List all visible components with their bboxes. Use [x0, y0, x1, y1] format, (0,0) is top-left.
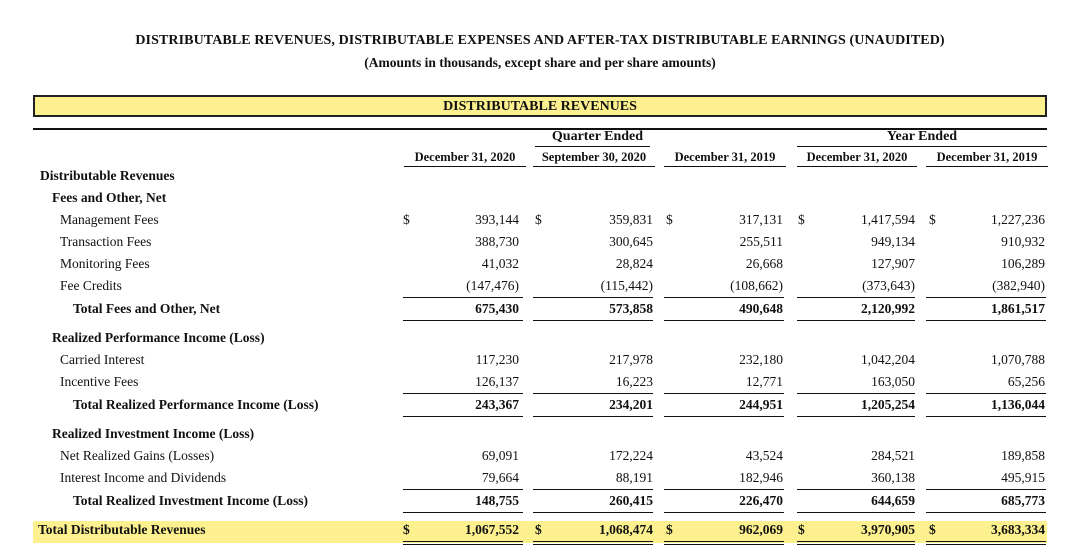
row-label: Realized Investment Income (Loss) [52, 426, 255, 441]
cell-value: 43,524 [745, 448, 783, 463]
value-underline [533, 416, 653, 417]
currency-sign: $ [403, 522, 410, 537]
value-underline [533, 320, 653, 321]
cell-value: 910,932 [1001, 234, 1045, 249]
section-banner: DISTRIBUTABLE REVENUES [33, 95, 1047, 117]
table-row [0, 234, 1080, 256]
table-row [0, 256, 1080, 278]
row-label: Fee Credits [60, 278, 122, 293]
column-header: December 31, 2019 [936, 150, 1038, 164]
cell-value: 2,120,992 [861, 301, 915, 316]
value-underline [926, 489, 1046, 490]
quarter-underline [535, 146, 650, 147]
value-underline [533, 512, 653, 513]
row-label: Interest Income and Dividends [60, 470, 227, 485]
table-row [0, 448, 1080, 470]
cell-value: 172,224 [609, 448, 653, 463]
cell-value: 26,668 [745, 256, 783, 271]
table-row [0, 212, 1080, 234]
row-label: Distributable Revenues [40, 168, 175, 183]
value-underline [403, 393, 523, 394]
cell-value: (147,476) [466, 278, 519, 293]
cell-value: 65,256 [1007, 374, 1045, 389]
value-underline [926, 320, 1046, 321]
cell-value: 1,070,788 [991, 352, 1045, 367]
cell-value: 962,069 [739, 522, 783, 537]
cell-value: 182,946 [739, 470, 783, 485]
cell-value: 106,289 [1001, 256, 1045, 271]
year-underline [797, 146, 1047, 147]
cell-value: 1,068,474 [599, 522, 653, 537]
cell-value: 3,683,334 [991, 522, 1045, 537]
value-underline [797, 544, 915, 545]
value-underline [797, 489, 915, 490]
cell-value: 41,032 [481, 256, 519, 271]
column-rule [926, 166, 1048, 167]
column-rule [404, 166, 526, 167]
cell-value: 79,664 [481, 470, 519, 485]
cell-value: 675,430 [475, 301, 519, 316]
value-underline [664, 541, 784, 542]
currency-sign: $ [666, 522, 673, 537]
cell-value: 243,367 [475, 397, 519, 412]
column-rule [533, 166, 655, 167]
value-underline [664, 512, 784, 513]
cell-value: 1,042,204 [861, 352, 915, 367]
cell-value: 1,417,594 [861, 212, 915, 227]
column-header: September 30, 2020 [541, 150, 647, 164]
cell-value: 1,136,044 [991, 397, 1045, 412]
row-label: Management Fees [60, 212, 159, 227]
value-underline [926, 544, 1046, 545]
cell-value: 388,730 [475, 234, 519, 249]
row-label: Total Realized Performance Income (Loss) [73, 397, 319, 412]
table-row [0, 168, 1080, 190]
cell-value: 644,659 [871, 493, 915, 508]
cell-value: (108,662) [730, 278, 783, 293]
cell-value: 244,951 [739, 397, 783, 412]
cell-value: 949,134 [871, 234, 915, 249]
currency-sign: $ [535, 212, 542, 227]
cell-value: 685,773 [1001, 493, 1045, 508]
cell-value: (382,940) [992, 278, 1045, 293]
value-underline [403, 544, 523, 545]
report-subtitle: (Amounts in thousands, except share and per share amounts) [364, 55, 716, 70]
column-header: December 31, 2020 [806, 150, 908, 164]
row-label: Total Distributable Revenues [38, 522, 206, 537]
quarter-ended-header: Quarter Ended [551, 129, 644, 144]
value-underline [797, 393, 915, 394]
cell-value: (115,442) [600, 278, 653, 293]
cell-value: 226,470 [739, 493, 783, 508]
value-underline [926, 541, 1046, 542]
value-underline [403, 297, 523, 298]
value-underline [926, 416, 1046, 417]
cell-value: 360,138 [871, 470, 915, 485]
value-underline [664, 416, 784, 417]
value-underline [797, 297, 915, 298]
value-underline [664, 489, 784, 490]
row-label: Monitoring Fees [60, 256, 150, 271]
currency-sign: $ [798, 212, 805, 227]
currency-sign: $ [929, 212, 936, 227]
cell-value: 573,858 [609, 301, 653, 316]
cell-value: 1,067,552 [465, 522, 519, 537]
cell-value: 28,824 [615, 256, 653, 271]
table-row [0, 330, 1080, 352]
cell-value: 217,978 [609, 352, 653, 367]
value-underline [403, 512, 523, 513]
cell-value: 490,648 [739, 301, 783, 316]
value-underline [797, 416, 915, 417]
column-rule [664, 166, 786, 167]
row-label: Transaction Fees [60, 234, 152, 249]
value-underline [664, 297, 784, 298]
value-underline [533, 541, 653, 542]
value-underline [664, 393, 784, 394]
column-header: December 31, 2020 [414, 150, 516, 164]
table-row [0, 426, 1080, 448]
cell-value: 88,191 [615, 470, 653, 485]
year-ended-header: Year Ended [886, 129, 958, 144]
value-underline [533, 297, 653, 298]
cell-value: 1,227,236 [991, 212, 1045, 227]
cell-value: 163,050 [871, 374, 915, 389]
cell-value: 300,645 [609, 234, 653, 249]
cell-value: 255,511 [739, 234, 783, 249]
report-title: DISTRIBUTABLE REVENUES, DISTRIBUTABLE EXPENSES AND AFTER-TAX DISTRIBUTABLE EARNINGS (UNAUDITED) [135, 33, 945, 48]
currency-sign: $ [666, 212, 673, 227]
cell-value: 69,091 [481, 448, 519, 463]
cell-value: 148,755 [475, 493, 519, 508]
currency-sign: $ [535, 522, 542, 537]
cell-value: 1,205,254 [861, 397, 915, 412]
row-label: Total Realized Investment Income (Loss) [73, 493, 308, 508]
cell-value: 117,230 [475, 352, 519, 367]
value-underline [533, 489, 653, 490]
column-header: December 31, 2019 [674, 150, 776, 164]
value-underline [403, 489, 523, 490]
value-underline [926, 512, 1046, 513]
value-underline [403, 320, 523, 321]
value-underline [664, 544, 784, 545]
value-underline [403, 416, 523, 417]
cell-value: 189,858 [1001, 448, 1045, 463]
row-label: Total Fees and Other, Net [73, 301, 221, 316]
value-underline [797, 512, 915, 513]
currency-sign: $ [798, 522, 805, 537]
cell-value: 393,144 [475, 212, 519, 227]
cell-value: 359,831 [609, 212, 653, 227]
cell-value: 16,223 [615, 374, 653, 389]
table-row [0, 190, 1080, 212]
cell-value: 126,137 [475, 374, 519, 389]
value-underline [664, 320, 784, 321]
value-underline [533, 544, 653, 545]
cell-value: 232,180 [739, 352, 783, 367]
row-label: Net Realized Gains (Losses) [60, 448, 215, 463]
column-rule [797, 166, 917, 167]
value-underline [797, 320, 915, 321]
cell-value: 495,915 [1001, 470, 1045, 485]
cell-value: 1,861,517 [991, 301, 1045, 316]
value-underline [797, 541, 915, 542]
currency-sign: $ [929, 522, 936, 537]
cell-value: 317,131 [739, 212, 783, 227]
row-label: Carried Interest [60, 352, 145, 367]
cell-value: (373,643) [862, 278, 915, 293]
cell-value: 234,201 [609, 397, 653, 412]
value-underline [533, 393, 653, 394]
cell-value: 260,415 [609, 493, 653, 508]
value-underline [926, 297, 1046, 298]
currency-sign: $ [403, 212, 410, 227]
value-underline [403, 541, 523, 542]
value-underline [926, 393, 1046, 394]
cell-value: 127,907 [871, 256, 915, 271]
row-label: Fees and Other, Net [52, 190, 167, 205]
cell-value: 12,771 [745, 374, 783, 389]
row-label: Realized Performance Income (Loss) [52, 330, 265, 345]
row-label: Incentive Fees [60, 374, 139, 389]
cell-value: 3,970,905 [861, 522, 915, 537]
table-row [0, 352, 1080, 374]
cell-value: 284,521 [871, 448, 915, 463]
